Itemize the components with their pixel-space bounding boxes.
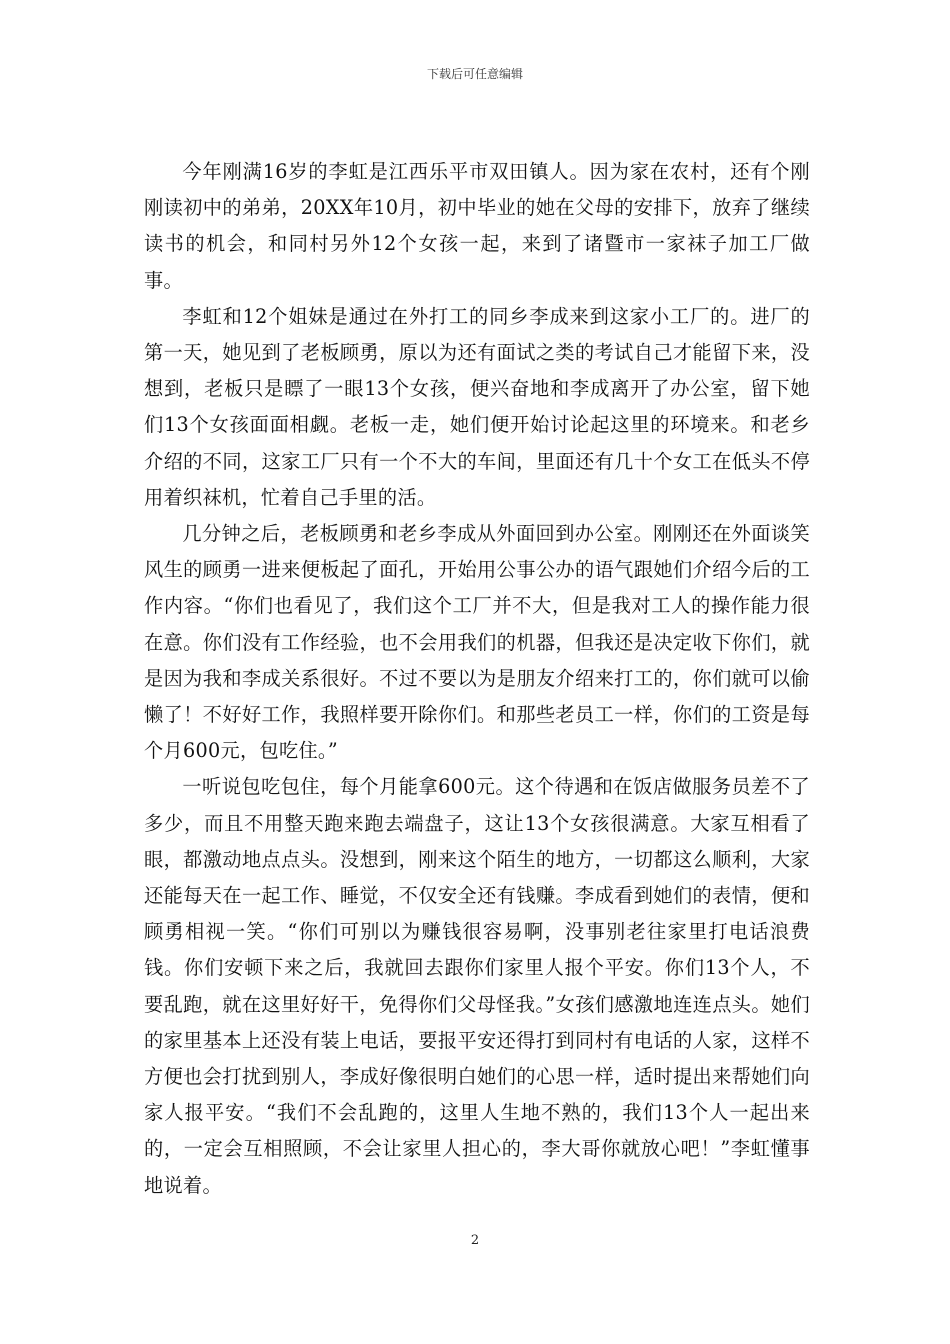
document-body	[144, 154, 810, 1204]
page-header: 下载后可任意编辑	[426, 67, 523, 81]
paragraph: 几分钟之后，老板顾勇和老乡李成从外面回到办公室。刚刚还在外面谈笑风生的顾勇一进来便板起了面孔，开始用公事公办的语气跟她们介绍今后的工作内容。“你们也看见了，我们这个工厂并不大，但是我对工人的操作能力很在意。你们没有工作经验，也不会用我们的机器，但我还是决定收下你们，就是因为我和李成关系很好。不过不要以为是朋友介绍来打工的，你们就可以偷懒了！不好好工作，我照样要开除你们。和那些老员工一样，你们的工资是每个月600元，包吃住。”	[144, 522, 810, 763]
paragraph: 今年刚满16岁的李虹是江西乐平市双田镇人。因为家在农村，还有个刚刚读初中的弟弟，20XX年10月，初中毕业的她在父母的安排下，放弃了继续读书的机会，和同村另外12个女孩一起，来到了诸暨市一家袜子加工厂做事。	[144, 160, 810, 292]
paragraph: 一听说包吃包住，每个月能拿600元。这个待遇和在饭店做服务员差不了多少，而且不用整天跑来跑去端盘子，这让13个女孩很满意。大家互相看了眼，都激动地点点头。没想到，刚来这个陌生的地方，一切都这么顺利，大家还能每天在一起工作、睡觉，不仅安全还有钱赚。李成看到她们的表情，便和顾勇相视一笑。“你们可别以为赚钱很容易啊，没事别老往家里打电话浪费钱。你们安顿下来之后，我就回去跟你们家里人报个平安。你们13个人，不要乱跑，就在这里好好干，免得你们父母怪我。”女孩们感激地连连点头。她们的家里基本上还没有装上电话，要报平安还得打到同村有电话的人家，这样不方便也会打扰到别人，李成好像很明白她们的心思一样，适时提出来帮她们向家人报平安。“我们不会乱跑的，这里人生地不熟的，我们13个人一起出来的，一定会互相照顾，不会让家里人担心的，李大哥你就放心吧！”李虹懂事地说着。	[144, 775, 810, 1197]
page-number: 2	[470, 1233, 480, 1248]
paragraph: 李虹和12个姐妹是通过在外打工的同乡李成来到这家小工厂的。进厂的第一天，她见到了老板顾勇，原以为还有面试之类的考试自己才能留下来，没想到，老板只是瞟了一眼13个女孩，便兴奋地和李成离开了办公室，留下她们13个女孩面面相觑。老板一走，她们便开始讨论起这里的环境来。和老乡介绍的不同，这家工厂只有一个不大的车间，里面还有几十个女工在低头不停用着织袜机，忙着自己手里的活。	[144, 304, 810, 509]
